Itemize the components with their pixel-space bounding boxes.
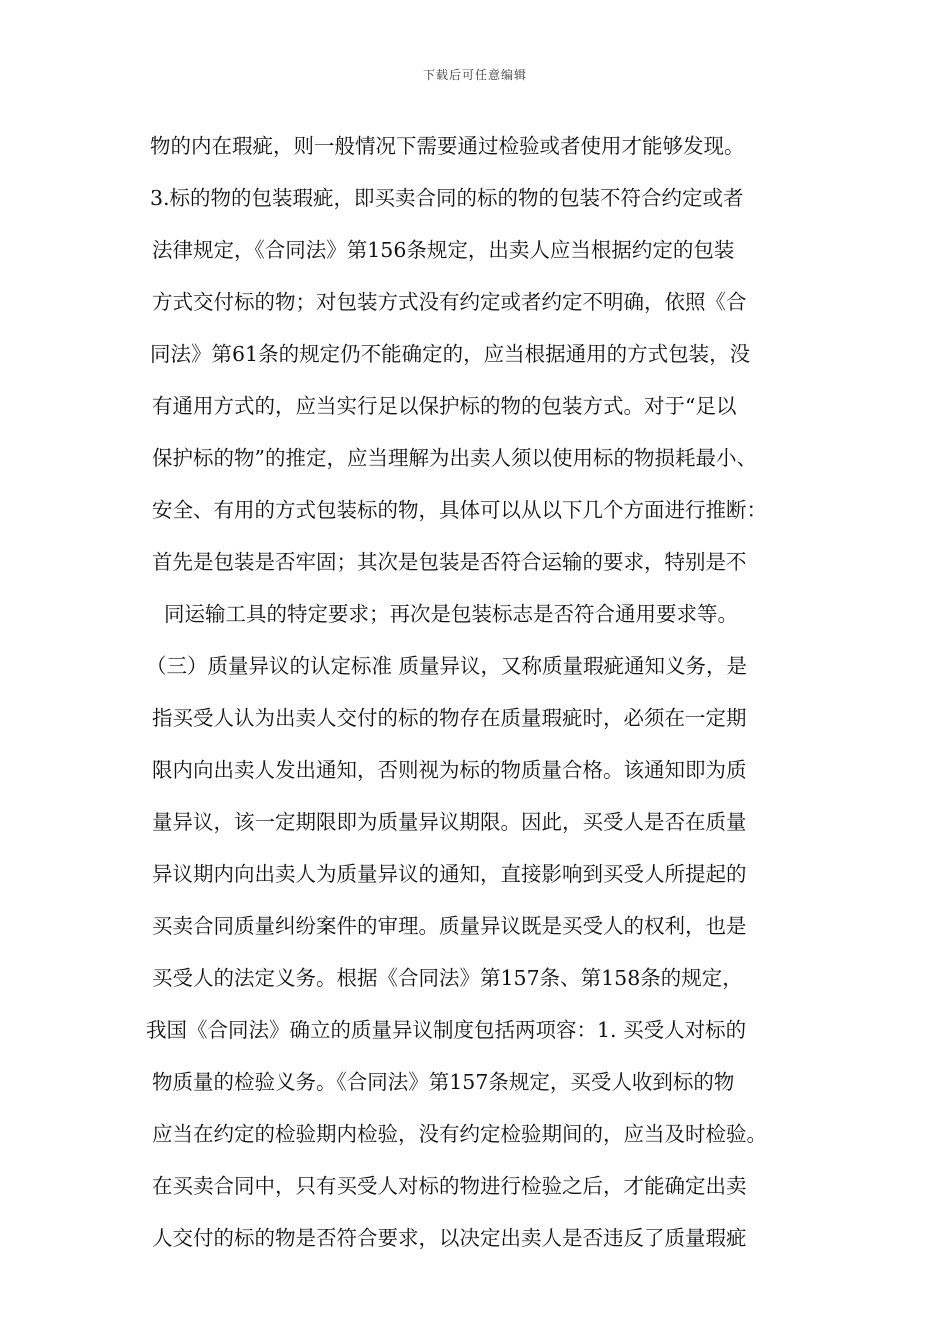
text-line: 有通用方式的，应当实行足以保护标的物的包装方式。对于“足以	[152, 394, 737, 418]
text-line: 指买受人认为出卖人交付的标的物存在质量瑕疵时，必须在一定期	[152, 706, 747, 730]
text-line: 我国《合同法》确立的质量异议制度包括两项容：1. 买受人对标的	[146, 1018, 747, 1042]
text-line: 同运输工具的特定要求；再次是包装标志是否符合通用要求等。	[164, 602, 738, 626]
text-line: 同法》第61条的规定仍不能确定的，应当根据通用的方式包装，没	[150, 342, 751, 366]
text-line: 方式交付标的物；对包装方式没有约定或者约定不明确，依照《合	[152, 290, 747, 314]
text-line: 法律规定，《合同法》第156条规定，出卖人应当根据约定的包装	[152, 238, 735, 262]
text-line: 保护标的物”的推定，应当理解为出卖人须以使用标的物损耗最小、	[152, 446, 757, 470]
text-line: 异议期内向出卖人为质量异议的通知，直接影响到买受人所提起的	[152, 862, 747, 886]
text-line: 买受人的法定义务。根据《合同法》第157条、第158条的规定，	[152, 966, 743, 990]
text-line: 人交付的标的物是否符合要求，以决定出卖人是否违反了质量瑕疵	[152, 1226, 747, 1250]
text-line: 在买卖合同中，只有买受人对标的物进行检验之后，才能确定出卖	[152, 1174, 747, 1198]
text-line: 首先是包装是否牢固；其次是包装是否符合运输的要求，特别是不	[152, 550, 747, 574]
text-line: 物质量的检验义务。《合同法》第157条规定，买受人收到标的物	[152, 1070, 735, 1094]
text-line: 买卖合同质量纠纷案件的审理。质量异议既是买受人的权利，也是	[152, 914, 747, 938]
text-line: （三）质量异议的认定标准 质量异议，又称质量瑕疵通知义务，是	[146, 654, 748, 678]
text-line: 应当在约定的检验期内检验，没有约定检验期间的，应当及时检验。	[152, 1122, 767, 1146]
text-line: 3.标的物的包装瑕疵，即买卖合同的标的物的包装不符合约定或者	[150, 186, 744, 210]
text-line: 安全、有用的方式包装标的物，具体可以从以下几个方面进行推断：	[152, 498, 767, 522]
text-line: 限内向出卖人发出通知，否则视为标的物质量合格。该通知即为质	[152, 758, 747, 782]
page-header: 下载后可任意编辑	[422, 68, 527, 82]
text-line: 量异议，该一定期限即为质量异议期限。因此，买受人是否在质量	[152, 810, 747, 834]
text-line: 物的内在瑕疵，则一般情况下需要通过检验或者使用才能够发现。	[150, 134, 745, 158]
